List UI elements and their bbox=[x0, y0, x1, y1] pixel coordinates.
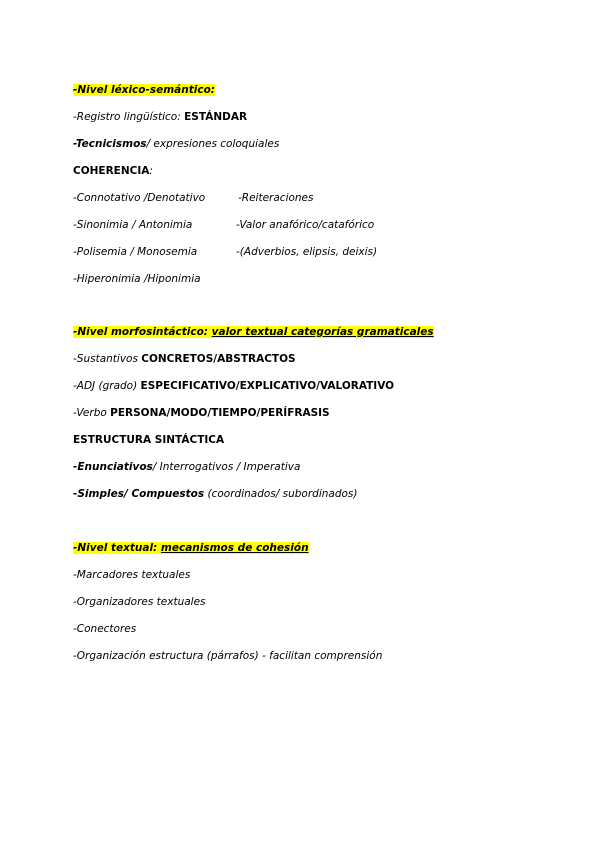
heading-textual bbox=[73, 541, 309, 555]
heading-textual-text: -Nivel textual: bbox=[73, 542, 158, 554]
tecnicismos-line bbox=[73, 137, 279, 151]
enunciativos-line bbox=[73, 460, 300, 474]
heading-lexico-text: -Nivel léxico-semántico: bbox=[73, 84, 215, 96]
estructura-label: ESTRUCTURA SINTÁCTICA bbox=[73, 434, 225, 446]
simples-rest: (coordinados/ subordinados) bbox=[204, 488, 358, 500]
lexico-left-item: -Polisemia / Monosemia bbox=[73, 246, 198, 258]
heading-morfo-wrap bbox=[73, 326, 434, 338]
simples-bullet: - bbox=[73, 488, 78, 500]
textual-item: -Organizadores textuales bbox=[73, 596, 206, 608]
heading-morfo bbox=[73, 325, 434, 339]
sustantivos-label: -Sustantivos bbox=[73, 353, 142, 365]
adj-value: ESPECIFICATIVO/EXPLICATIVO/VALORATIVO bbox=[140, 380, 395, 392]
heading-morfo-text: -Nivel morfosintáctico: bbox=[73, 326, 208, 338]
sustantivos-value: CONCRETOS/ABSTRACTOS bbox=[141, 353, 296, 365]
verbo-label: -Verbo bbox=[73, 407, 111, 419]
textual-item: -Organización estructura (párrafos) - facilitan comprensión bbox=[73, 650, 383, 662]
heading-textual-wrap bbox=[73, 542, 309, 554]
textual-item: -Marcadores textuales bbox=[73, 569, 191, 581]
lexico-right-item: -(Adverbios, elipsis, deixis) bbox=[236, 246, 378, 258]
registro-value: ESTÁNDAR bbox=[184, 111, 248, 123]
registro-line bbox=[73, 110, 247, 124]
coherencia-line bbox=[73, 164, 153, 178]
lexico-right-item: -Valor anafórico/catafórico bbox=[236, 219, 375, 231]
simples-line bbox=[73, 487, 358, 501]
adj-label: -ADJ (grado) bbox=[73, 380, 141, 392]
sustantivos-line bbox=[73, 352, 296, 366]
coherencia-label: COHERENCIA bbox=[73, 165, 150, 177]
lexico-left-item: -Sinonimia / Antonimia bbox=[73, 219, 193, 231]
heading-morfo-sub: valor textual categorías gramaticales bbox=[211, 326, 434, 338]
coherencia-colon: : bbox=[149, 165, 153, 177]
lexico-left-item: -Connotativo /Denotativo bbox=[73, 192, 206, 204]
tecnicismos-bullet: - bbox=[73, 138, 76, 150]
verbo-value: PERSONA/MODO/TIEMPO/PERÍFRASIS bbox=[110, 407, 330, 419]
textual-item: -Conectores bbox=[73, 623, 137, 635]
enunciativos-bold: Enunciativos bbox=[77, 461, 153, 473]
enunciativos-bullet: - bbox=[73, 461, 78, 473]
heading-lexico bbox=[73, 83, 215, 97]
simples-bold: Simples/ Compuestos bbox=[77, 488, 205, 500]
lexico-left-item: -Hiperonimia /Hiponimia bbox=[73, 273, 201, 285]
lexico-right-item: -Reiteraciones bbox=[238, 192, 314, 204]
tecnicismos-bold: Tecnicismos bbox=[75, 138, 147, 150]
verbo-line bbox=[73, 406, 330, 420]
tecnicismos-rest: / expresiones coloquiales bbox=[146, 138, 280, 150]
adj-line bbox=[73, 379, 394, 393]
enunciativos-rest: / Interrogativos / Imperativa bbox=[152, 461, 301, 473]
registro-label: -Registro lingüístico: bbox=[73, 111, 185, 123]
heading-textual-sub: mecanismos de cohesión bbox=[160, 542, 309, 554]
